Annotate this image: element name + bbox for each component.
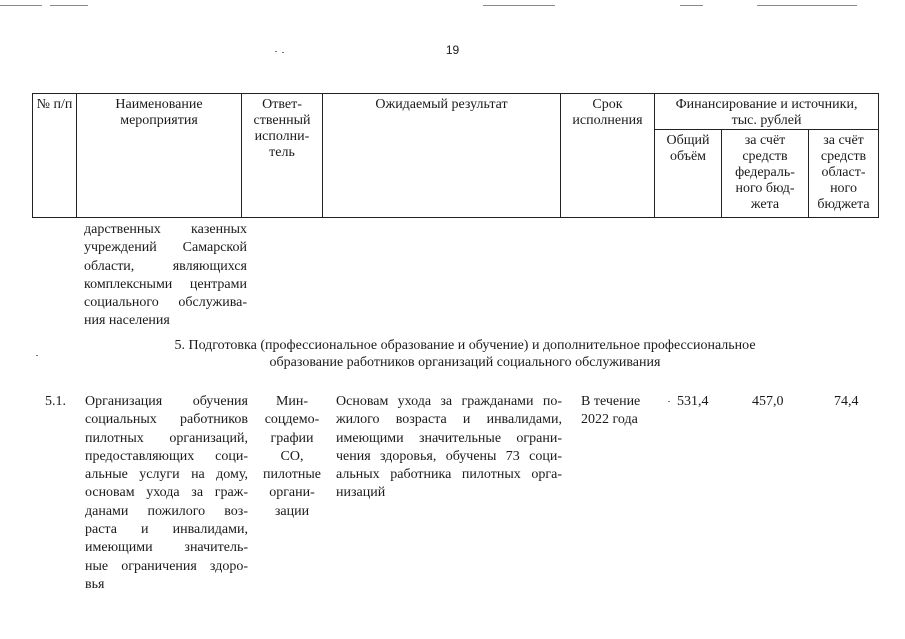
header-federal: за счёт средств федераль- ного бюд- жета <box>722 130 809 218</box>
header-no: № п/п <box>33 94 77 218</box>
scan-line <box>50 5 88 6</box>
row-deadline: В течение 2022 года <box>581 394 641 428</box>
page-number: 19 <box>445 43 460 57</box>
scan-line <box>483 5 555 6</box>
header-deadline: Срок исполнения <box>561 94 655 218</box>
row-name: Организация обучения социальных работников пилотных организаций, предоставляющих соци- альные услуги на дому, основам ухода за граж- данами пожилого воз- раста и инвалидами, имеющими значитель- ные ограничения здоро- вья <box>85 394 248 592</box>
row-number: 5.1. <box>45 394 66 409</box>
continuation-text: дарственных казенных учреждений Самарской области, являющихся комплексными центрами социального обслужива- ния населения <box>84 222 247 329</box>
header-financing: Финансирование и источники, тыс. рублей <box>655 94 879 130</box>
row-total: 531,4 <box>677 394 709 409</box>
scan-dot <box>36 355 38 356</box>
scan-line <box>680 5 703 6</box>
header-name: Наименование мероприятия <box>77 94 242 218</box>
scan-line <box>757 5 857 6</box>
header-regional: за счёт средств област- ного бюджета <box>809 130 879 218</box>
table-header <box>32 93 879 218</box>
header-result: Ожидаемый результат <box>323 94 561 218</box>
section-title: 5. Подготовка (профессиональное образование и обучение) и дополнительное профессиональное образование работников организаций социального обслуживания <box>174 338 756 370</box>
scan-line <box>0 5 42 6</box>
row-responsible: Мин- соцдемо- графии СО, пилотные органи- зации <box>262 394 322 519</box>
header-responsible: Ответ- ственный исполни- тель <box>242 94 323 218</box>
row-federal: 457,0 <box>752 394 784 409</box>
row-result: Основам ухода за гражданами по- жилого возраста и инвалидами, имеющими значительные ограни- чения здоровья, обучены 73 соци- альных работника пилотных орга- низаций <box>336 394 562 501</box>
row-regional: 74,4 <box>834 394 859 409</box>
header-total: Общий объём <box>655 130 722 218</box>
scan-dot <box>668 401 670 402</box>
